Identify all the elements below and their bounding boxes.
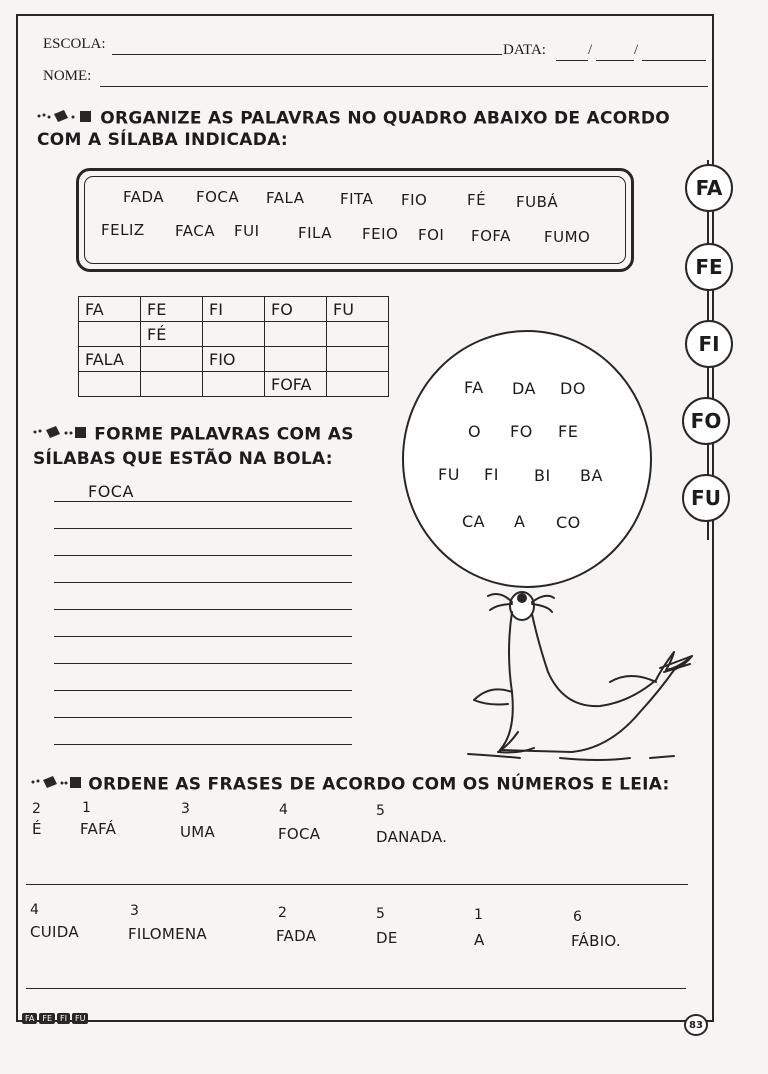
word-chip: FOFA [471,227,511,245]
sentence-word: FAFÁ [80,820,117,838]
name-field[interactable] [100,86,708,87]
table-cell[interactable]: FÉ [141,322,203,347]
table-cell[interactable]: FOFA [265,372,327,397]
syllable-circle-fu: FU [682,474,730,522]
ball-syllable: O [468,422,482,441]
page-number: 83 [684,1014,708,1036]
table-header-cell: FE [141,297,203,322]
word-chip: FILA [298,224,333,242]
sentence-word: FADA [276,927,317,945]
table-header-row [79,297,389,322]
writing-line[interactable] [54,744,352,745]
answer-line[interactable] [26,988,686,989]
name-label: NOME: [43,68,92,84]
date-separator: / [634,42,639,58]
table-cell[interactable] [265,322,327,347]
section1-title-line2: COM A SÍLABA INDICADA: [37,130,289,150]
table-cell[interactable]: FALA [79,347,141,372]
word-chip: FEIO [362,225,399,243]
ball-syllable: DA [512,379,536,398]
date-month-field[interactable] [596,60,634,61]
sentence-word: A [474,931,485,949]
sentence-word: FILOMENA [128,925,207,943]
ball-syllable: BA [580,466,603,485]
date-label: DATA: [503,42,546,58]
date-day-field[interactable] [556,60,588,61]
word-chip: FITA [340,190,374,208]
table-cell[interactable] [327,322,389,347]
section2-title: FORME PALAVRAS COM AS [32,424,354,445]
order-number: 4 [279,802,288,818]
footer-badge: FA [22,1013,37,1024]
table-header-cell: FO [265,297,327,322]
word-chip: FALA [266,189,305,207]
table-header-cell: FI [203,297,265,322]
footer-badge: FI [57,1013,70,1024]
section3-title: ORDENE AS FRASES DE ACORDO COM OS NÚMEROS E LEIA: [30,774,670,795]
sentence-word: FÁBIO. [571,932,621,950]
table-cell[interactable] [79,372,141,397]
syllable-circle-fe: FE [685,243,733,291]
table-cell[interactable] [203,322,265,347]
pencil-bullet-icon [32,424,88,445]
ball-syllable: DO [560,379,586,398]
word-chip: FELIZ [101,221,145,239]
ball-syllable: BI [534,466,551,485]
ball-syllable: FE [558,422,579,441]
example-answer: FOCA [88,482,134,501]
table-header-cell: FA [79,297,141,322]
writing-line[interactable] [54,690,352,691]
word-chip: FUMO [544,228,591,246]
syllable-ball [402,330,652,588]
syllable-circle-fo: FO [682,397,730,445]
date-separator: / [588,42,593,58]
order-number: 1 [474,907,483,923]
ball-syllable: CA [462,512,486,531]
syllable-circle-fa: FA [685,164,733,212]
writing-line[interactable] [54,717,352,718]
word-box [76,168,634,272]
table-row [79,372,389,397]
order-number: 3 [130,903,139,919]
order-number: 3 [181,801,190,817]
order-number: 5 [376,803,385,819]
ball-syllable: CO [556,513,581,532]
syllable-table [78,296,389,397]
pencil-bullet-icon [30,774,82,795]
writing-line[interactable] [54,663,352,664]
seal-illustration [460,572,700,772]
word-chip: FUI [234,222,260,240]
table-cell[interactable]: FIO [203,347,265,372]
order-number: 1 [82,800,91,816]
table-cell[interactable] [265,347,327,372]
word-chip: FÉ [467,191,487,209]
writing-line[interactable] [54,528,352,529]
answer-line[interactable] [26,884,688,885]
order-number: 2 [32,801,41,817]
writing-line[interactable] [54,582,352,583]
ball-syllable: A [514,512,526,531]
ball-syllable: FO [510,422,533,441]
section2-title-line2: SÍLABAS QUE ESTÃO NA BOLA: [33,449,333,469]
sentence-word: É [32,820,42,838]
footer-badge: FE [39,1013,55,1024]
writing-line[interactable] [54,501,352,502]
word-chip: FADA [123,188,165,206]
sentence-word: DANADA. [376,828,448,846]
ball-syllable: FU [438,465,460,484]
ball-syllable: FI [484,465,499,484]
order-number: 4 [30,902,39,918]
table-cell[interactable] [203,372,265,397]
table-cell[interactable] [327,347,389,372]
sentence-word: UMA [180,823,216,841]
footer-badge: FU [72,1013,88,1024]
table-cell[interactable] [79,322,141,347]
sentence-word: CUIDA [30,923,79,941]
table-header-cell: FU [327,297,389,322]
writing-line[interactable] [54,555,352,556]
writing-line[interactable] [54,609,352,610]
word-chip: FOI [418,226,445,244]
word-chip: FIO [401,191,428,209]
footer-badges [22,1013,88,1024]
word-chip: FOCA [196,188,240,206]
order-number: 6 [573,909,582,925]
ball-syllable: FA [464,378,484,397]
writing-line[interactable] [54,636,352,637]
sentence-word: FOCA [278,825,321,843]
order-number: 5 [376,906,385,922]
table-row [79,347,389,372]
section1-title: ORGANIZE AS PALAVRAS NO QUADRO ABAIXO DE ACORDO [36,108,670,129]
table-cell[interactable] [141,347,203,372]
school-label: ESCOLA: [43,36,106,52]
table-row [79,322,389,347]
date-year-field[interactable] [642,60,706,61]
school-field[interactable] [112,54,502,55]
table-cell[interactable] [141,372,203,397]
word-chip: FUBÁ [516,193,559,211]
syllable-circle-fi: FI [685,320,733,368]
word-chip: FACA [175,222,215,240]
pencil-bullet-icon [36,108,94,129]
order-number: 2 [278,905,287,921]
table-cell[interactable] [327,372,389,397]
sentence-word: DE [376,929,398,947]
